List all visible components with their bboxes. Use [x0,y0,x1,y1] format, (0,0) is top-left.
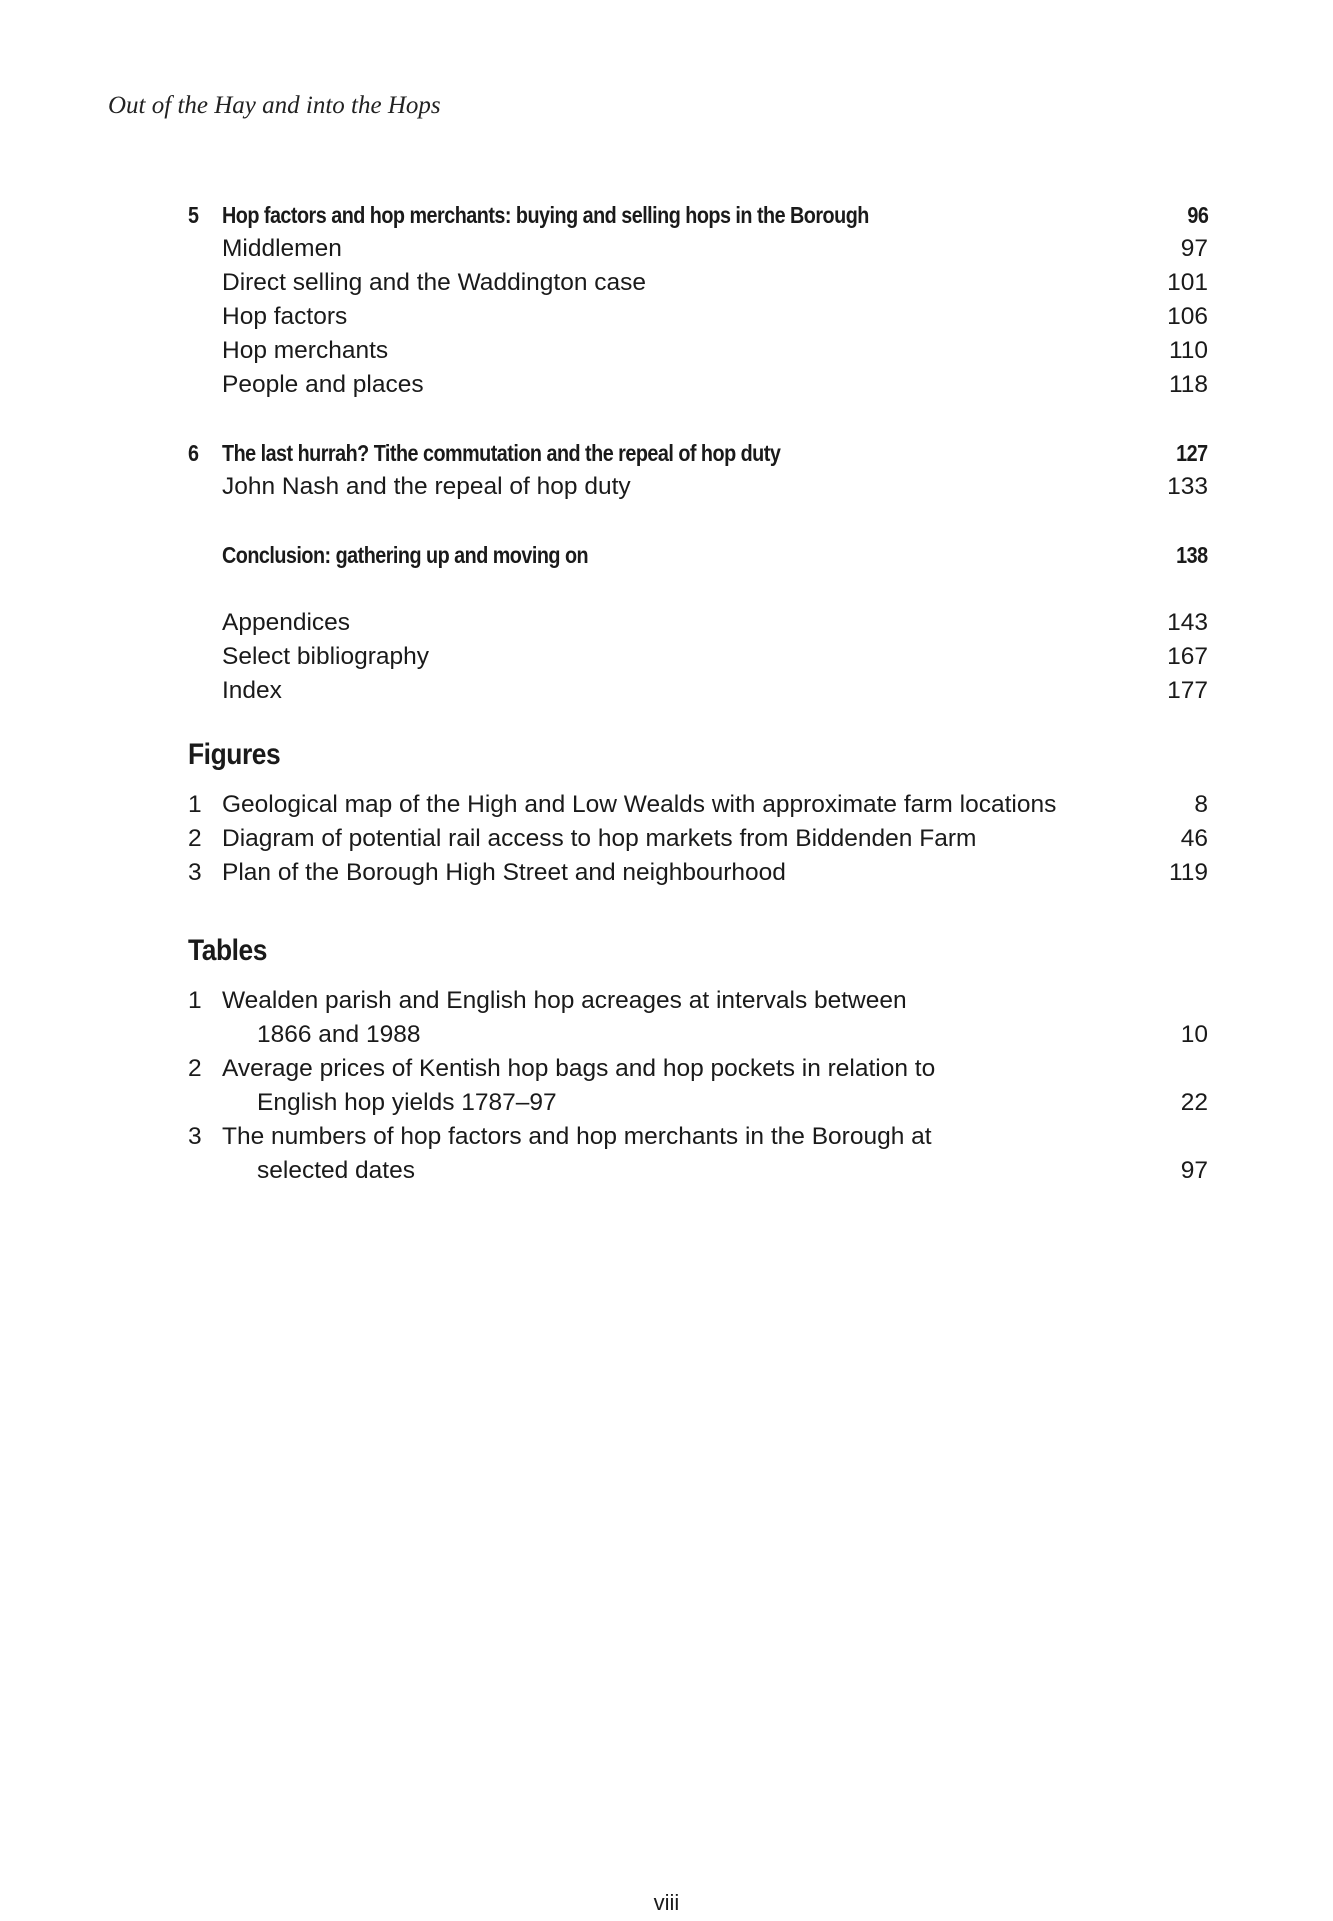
page-number: 119 [1168,859,1208,886]
toc-appendices[interactable] [188,606,1208,640]
figures-heading: Figures [188,738,281,771]
section-title: People and places [222,371,424,398]
table-title: Average prices of Kentish hop bags and hop pockets in relation to [222,1055,936,1082]
chapter-title: Hop factors and hop merchants: buying and selling hops in the Borough [222,202,869,228]
section-title: Direct selling and the Waddington case [222,269,647,296]
chapter-title: Conclusion: gathering up and moving on [222,542,589,568]
page-number: 10 [1180,1021,1208,1048]
table-number: 1 [188,987,202,1014]
section-title: Appendices [222,609,351,636]
toc-section[interactable] [188,266,1208,300]
toc-section[interactable] [188,470,1208,504]
spacer [188,572,1208,606]
section-title: Hop factors [222,303,348,330]
table-title-continued: English hop yields 1787–97 [257,1089,557,1116]
toc-chapter-6[interactable] [188,436,1208,470]
page-number: 106 [1167,303,1208,330]
page-number: 96 [1187,202,1208,228]
table-entry[interactable] [188,984,1208,1052]
toc-index[interactable] [188,674,1208,708]
spacer [188,402,1208,436]
page-number: 22 [1180,1089,1208,1116]
page-number: 101 [1167,269,1208,296]
toc-chapter-5[interactable] [188,198,1208,232]
toc-conclusion[interactable] [188,538,1208,572]
page-number: 118 [1168,371,1208,398]
section-title: John Nash and the repeal of hop duty [222,473,631,500]
page-number: 46 [1180,825,1208,852]
chapter-number: 6 [188,440,199,466]
page-number: 138 [1176,542,1208,568]
page-number: 127 [1176,440,1208,466]
figure-entry[interactable] [188,822,1208,856]
section-title: Hop merchants [222,337,389,364]
page-number: 97 [1180,235,1208,262]
table-number: 3 [188,1123,202,1150]
page-number: 177 [1167,677,1208,704]
spacer [188,708,1208,730]
table-entry[interactable] [188,1120,1208,1188]
spacer [188,890,1208,912]
tables-heading: Tables [188,934,268,967]
figure-number: 1 [188,791,202,818]
page-number: 167 [1167,643,1208,670]
page-folio: viii [653,1890,680,1915]
chapter-title: The last hurrah? Tithe commutation and the repeal of hop duty [222,440,781,466]
figure-number: 2 [188,825,202,852]
table-entry[interactable] [188,1052,1208,1120]
chapter-number: 5 [188,202,199,228]
section-title: Select bibliography [222,643,430,670]
table-title: Wealden parish and English hop acreages at intervals between [222,987,907,1014]
figure-title: Geological map of the High and Low Wealds with approximate farm locations [222,791,1057,818]
page-number: 97 [1180,1157,1208,1184]
section-title: Index [222,677,282,704]
spacer [188,504,1208,538]
figure-title: Diagram of potential rail access to hop markets from Biddenden Farm [222,825,977,852]
toc-section[interactable] [188,368,1208,402]
figure-number: 3 [188,859,202,886]
table-of-contents [188,198,1208,1188]
toc-bibliography[interactable] [188,640,1208,674]
table-title-continued: 1866 and 1988 [257,1021,421,1048]
figure-entry[interactable] [188,856,1208,890]
running-head: Out of the Hay and into the Hops [108,92,441,119]
toc-section[interactable] [188,232,1208,266]
table-number: 2 [188,1055,202,1082]
page-number: 133 [1167,473,1208,500]
figure-title: Plan of the Borough High Street and neighbourhood [222,859,786,886]
section-title: Middlemen [222,235,342,262]
toc-section[interactable] [188,300,1208,334]
page-number: 110 [1168,337,1208,364]
toc-section[interactable] [188,334,1208,368]
page-number: 143 [1167,609,1208,636]
page-number: 8 [1194,791,1208,818]
figure-entry[interactable] [188,788,1208,822]
table-title: The numbers of hop factors and hop merchants in the Borough at [222,1123,932,1150]
table-title-continued: selected dates [257,1157,415,1184]
